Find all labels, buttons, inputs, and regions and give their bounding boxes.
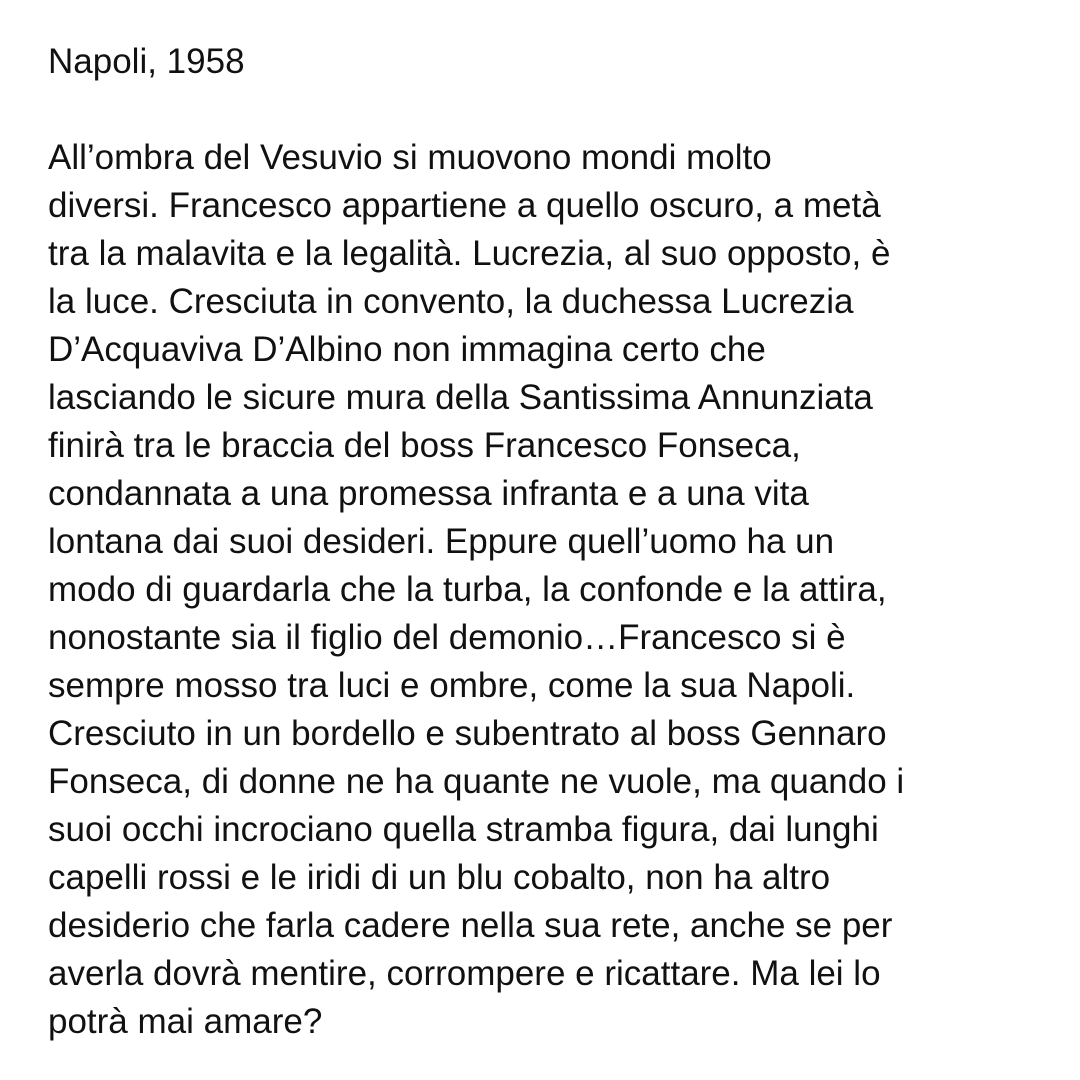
text-line: modo di guardarla che la turba, la confonde e la attira,	[48, 570, 887, 609]
text-line: potrà mai amare?	[48, 1002, 323, 1041]
text-line: lontana dai suoi desideri. Eppure quell’uomo ha un	[48, 522, 835, 561]
synopsis-text	[48, 134, 1040, 1046]
text-line: finirà tra le braccia del boss Francesco Fonseca,	[48, 426, 801, 465]
text-line: nonostante sia il figlio del demonio…Francesco si è	[48, 618, 846, 657]
text-line: la luce. Cresciuta in convento, la duchessa Lucrezia	[48, 282, 854, 321]
text-line: Fonseca, di donne ne ha quante ne vuole, ma quando i	[48, 762, 905, 801]
text-line: suoi occhi incrociano quella stramba figura, dai lunghi	[48, 810, 879, 849]
text-line: D’Acquaviva D’Albino non immagina certo che	[48, 330, 766, 369]
text-line: averla dovrà mentire, corrompere e ricattare. Ma lei lo	[48, 954, 881, 993]
text-line: condannata a una promessa infranta e a una vita	[48, 474, 809, 513]
text-line: Cresciuto in un bordello e subentrato al boss Gennaro	[48, 714, 887, 753]
text-line: lasciando le sicure mura della Santissima Annunziata	[48, 378, 873, 417]
text-line: capelli rossi e le iridi di un blu cobalto, non ha altro	[48, 858, 831, 897]
text-line: diversi. Francesco appartiene a quello oscuro, a metà	[48, 186, 881, 225]
text-line: tra la malavita e la legalità. Lucrezia, al suo opposto, è	[48, 234, 891, 273]
text-line: All’ombra del Vesuvio si muovono mondi molto	[48, 138, 772, 177]
place-date-heading: Napoli, 1958	[48, 42, 245, 81]
text-line: sempre mosso tra luci e ombre, come la sua Napoli.	[48, 666, 856, 705]
text-line: desiderio che farla cadere nella sua rete, anche se per	[48, 906, 893, 945]
